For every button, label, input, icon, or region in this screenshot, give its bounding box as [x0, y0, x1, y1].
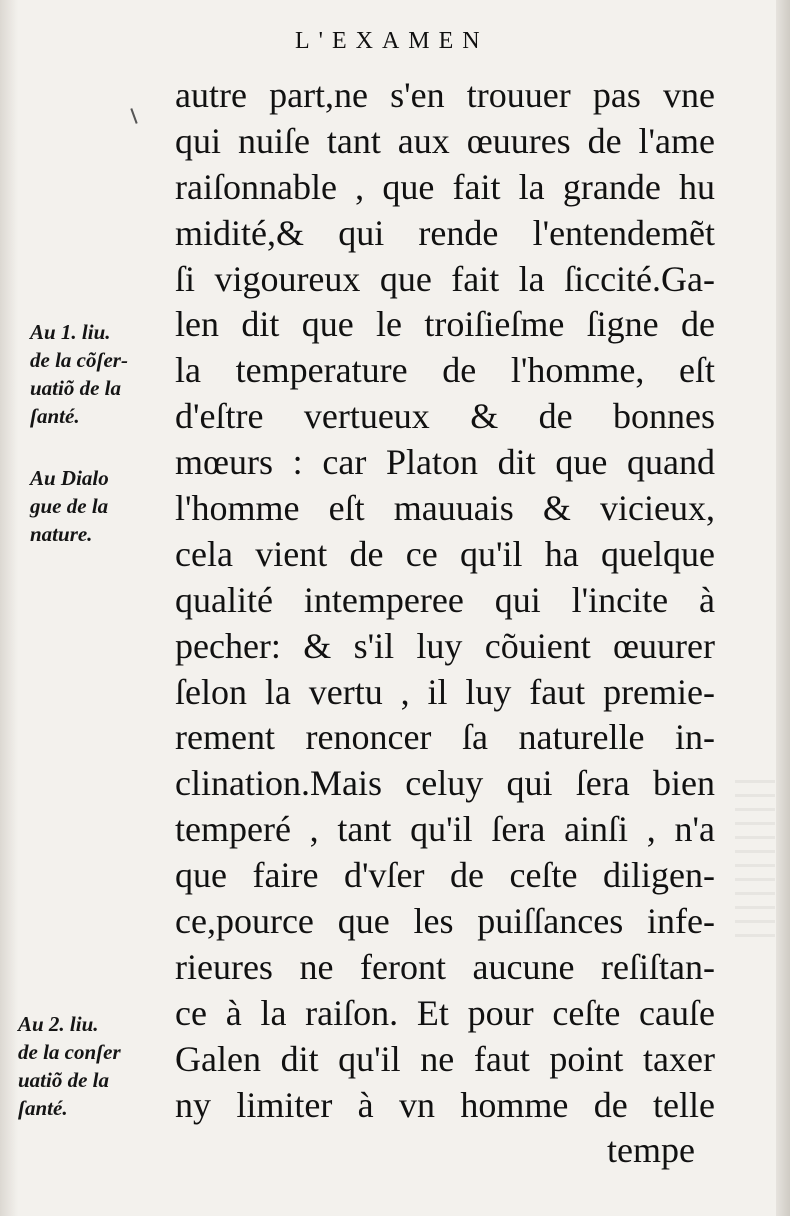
text-line: pecher: & s'il luy cõuient œuurer: [175, 625, 715, 666]
marginal-note-line: de la conſer: [18, 1040, 121, 1064]
marginal-note-line: nature.: [30, 522, 93, 546]
text-line: midité,& qui rende l'entendemẽt: [175, 212, 715, 253]
show-through: [735, 780, 775, 940]
text-line: Galen dit qu'il ne faut point taxer: [175, 1038, 715, 1079]
marginal-note: [30, 318, 128, 430]
text-line: d'eſtre vertueux & de bonnes: [175, 396, 715, 437]
text-line: mœurs : car Platon dit que quand: [175, 442, 715, 483]
text-line: cela vient de ce qu'il ha quelque: [175, 533, 715, 574]
marginal-note-line: uatiõ de la: [18, 1068, 110, 1092]
text-line: clination.Mais celuy qui ſera bien: [175, 763, 715, 804]
text-line: len dit que le troiſieſme ſigne de: [175, 304, 715, 345]
spine-shadow: [0, 0, 18, 1216]
marginal-note: [30, 464, 109, 548]
text-line: qui nuiſe tant aux œuures de l'ame: [175, 120, 715, 161]
text-line: qualité intemperee qui l'incite à: [175, 579, 715, 620]
marginal-note-line: Au Dialo: [30, 466, 109, 490]
running-head: L'EXAMEN: [295, 28, 489, 54]
text-line: rement renoncer ſa naturelle in-: [175, 717, 715, 758]
text-line: temperé , tant qu'il ſera ainſi , n'a: [175, 809, 715, 850]
ink-mark: [130, 108, 137, 124]
text-line: raiſonnable , que fait la grande hu: [175, 166, 715, 207]
marginal-note-line: Au 1. liu.: [30, 320, 111, 344]
text-line: ſi vigoureux que fait la ſiccité.Ga-: [175, 258, 715, 299]
text-line: la temperature de l'homme, eſt: [175, 350, 715, 391]
text-line: ſelon la vertu , il luy faut premie-: [175, 671, 715, 712]
main-text-block: [175, 73, 715, 1174]
marginal-note-line: ſanté.: [30, 404, 80, 428]
text-line: l'homme eſt mauuais & vicieux,: [175, 488, 715, 529]
marginal-note: [18, 1010, 121, 1122]
catchword: tempe: [607, 1130, 695, 1171]
marginal-note-line: gue de la: [30, 494, 109, 518]
text-line: ce à la raiſon. Et pour ceſte cauſe: [175, 992, 715, 1033]
marginal-note-line: ſanté.: [18, 1096, 68, 1120]
text-line: rieures ne feront aucune reſiſtan-: [175, 946, 715, 987]
text-line: que faire d'vſer de ceſte diligen-: [175, 855, 715, 896]
marginal-note-line: uatiõ de la: [30, 376, 122, 400]
text-line: ce,pource que les puiſſances infe-: [175, 901, 715, 942]
text-line: autre part,ne s'en trouuer pas vne: [175, 75, 715, 115]
marginal-note-line: de la cõſer-: [30, 348, 128, 372]
marginal-note-line: Au 2. liu.: [18, 1012, 99, 1036]
page-edge: [776, 0, 790, 1216]
text-line: ny limiter à vn homme de telle: [175, 1084, 715, 1125]
